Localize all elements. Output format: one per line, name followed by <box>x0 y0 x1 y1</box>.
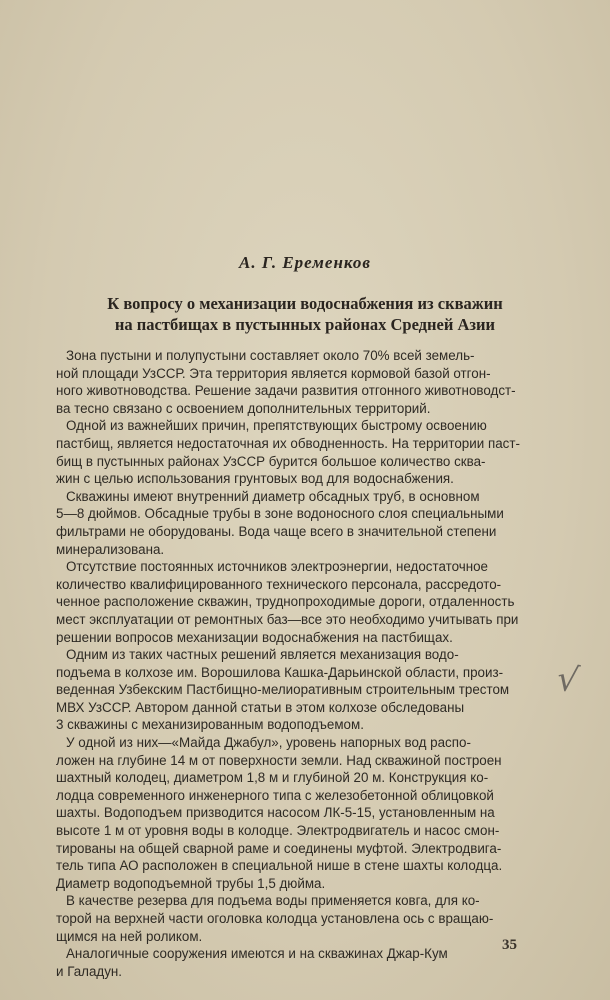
title-line: К вопросу о механизации водоснабжения из скважин <box>107 294 503 313</box>
body-line: веденная Узбекским Пастбищно-мелиоративным строительным трестом <box>56 682 510 698</box>
handwritten-check-mark: √ <box>554 658 582 702</box>
body-line: торой на верхней части оголовка колодца установлена ось с вращаю- <box>56 911 494 926</box>
body-line: тель типа АО расположен в специальной нише в стене шахты колодца. <box>56 858 503 874</box>
body-line: шахтный колодец, диаметром 1,8 м и глубиной 20 м. Конструкция ко- <box>56 770 489 786</box>
body-line: Отсутствие постоянных источников электроэнергии, недостаточное <box>66 559 488 575</box>
body-line: лодца современного инженерного типа с железобетонной облицовкой <box>56 787 494 803</box>
author-name: А. Г. Еременков <box>239 253 371 272</box>
body-line: шахты. Водоподъем призводится насосом ЛК-5-15, установленным на <box>56 805 495 821</box>
body-line: Одним из таких частных решений является механизация водо- <box>66 647 459 663</box>
body-line: Зона пустыни и полупустыни составляет около 70% всей земель- <box>66 348 475 363</box>
body-line: жин с целью использования грунтовых вод для водоснабжения. <box>56 471 454 487</box>
body-line: мест эксплуатации от ремонтных баз—все это необходимо учитывать при <box>56 611 519 627</box>
body-line: подъема в колхозе им. Ворошилова Кашка-Дарьинской области, произ- <box>56 664 504 680</box>
body-line: минерализована. <box>56 541 165 557</box>
body-line: Аналогичные сооружения имеются и на скважинах Джар-Кум <box>66 946 448 962</box>
body-line: ной площади УзССР. Эта территория является кормовой базой отгон- <box>56 365 491 381</box>
body-line: пастбищ, является недостаточная их обводненность. На территории паст- <box>56 435 520 451</box>
body-line: МВХ УзССР. Автором данной статьи в этом колхозе обследованы <box>56 699 465 715</box>
body-line: и Галадун. <box>56 963 123 979</box>
body-line: ного животноводства. Решение задачи развития отгонного животноводст- <box>56 383 516 399</box>
body-line: бищ в пустынных районах УзССР бурится большое количество сква- <box>56 453 486 469</box>
body-line: высоте 1 м от уровня воды в колодце. Электродвигатель и насос смон- <box>56 823 500 839</box>
body-line: количество квалифицированного технического персонала, рассредото- <box>56 576 502 592</box>
body-line: Скважины имеют внутренний диаметр обсадных труб, в основном <box>66 488 480 504</box>
title-line: на пастбищах в пустынных районах Средней Азии <box>114 315 496 334</box>
body-line: 3 скважины с механизированным водоподъемом. <box>56 717 364 733</box>
body-line: Одной из важнейших причин, препятствующих быстрому освоению <box>66 418 487 434</box>
body-line: ченное расположение скважин, труднопроходимые дороги, отдаленность <box>56 594 515 610</box>
body-line: ва тесно связано с освоением дополнительных территорий. <box>56 400 431 416</box>
body-line: У одной из них—«Майда Джабул», уровень напорных вод распо- <box>66 735 471 751</box>
body-line: тированы на общей сварной раме и соединены муфтой. Электродвига- <box>56 840 502 856</box>
body-line: щимся на ней роликом. <box>56 928 203 944</box>
body-line: ложен на глубине 14 м от поверхности земли. Над скважиной построен <box>56 752 502 768</box>
body-line: фильтрами не оборудованы. Вода чаще всего в значительной степени <box>56 523 497 539</box>
body-line: решении вопросов механизации водоснабжения на пастбищах. <box>56 629 453 645</box>
page-number: 35 <box>502 937 517 953</box>
body-line: 5—8 дюймов. Обсадные трубы в зоне водоносного слоя специальными <box>56 506 504 522</box>
article-title <box>40 293 570 335</box>
article-body <box>56 347 540 980</box>
body-line: В качестве резерва для подъема воды применяется ковга, для ко- <box>66 893 480 909</box>
body-line: Диаметр водоподъемной трубы 1,5 дюйма. <box>56 875 326 891</box>
